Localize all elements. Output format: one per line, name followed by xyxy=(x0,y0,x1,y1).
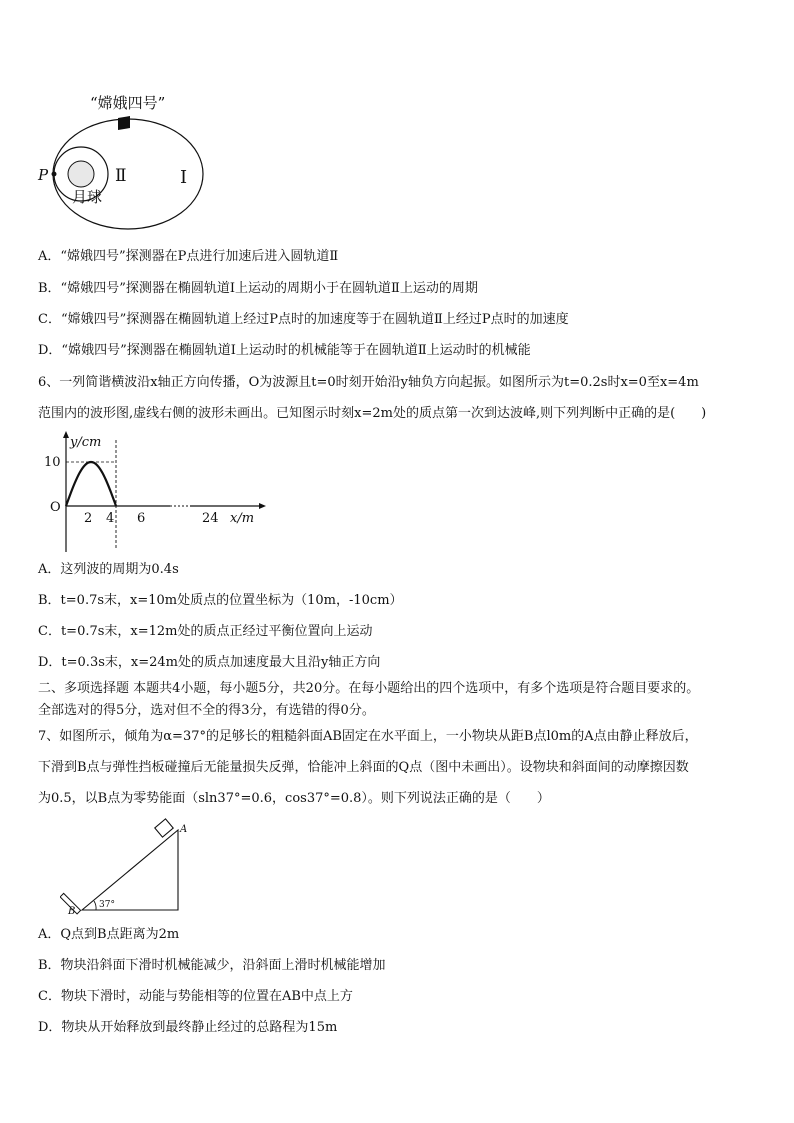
q6-option-d: D．t=0.3s末，x=24m处的质点加速度最大且沿y轴正方向 xyxy=(38,655,381,670)
q5-option-c: C．“嫦娥四号”探测器在椭圆轨道上经过P点时的加速度等于在圆轨道Ⅱ上经过P点时的加速度 xyxy=(38,312,569,327)
label-orbit-2: Ⅱ xyxy=(115,166,127,186)
y-axis-label: y/cm xyxy=(70,435,102,450)
section2-line1: 二、多项选择题 本题共4小题，每小题5分，共20分。在每小题给出的四个选项中，有多个选项是符合题目要求的。 xyxy=(38,681,700,696)
x-axis-arrow xyxy=(259,503,266,509)
q5-option-b: B．“嫦娥四号”探测器在椭圆轨道Ⅰ上运动的周期小于在圆轨道Ⅱ上运动的周期 xyxy=(38,281,478,296)
y-tick-10: 10 xyxy=(44,455,61,470)
probe-icon xyxy=(118,116,130,130)
x-axis-label: x/m xyxy=(230,511,255,526)
q7-stem-line1: 7、如图所示，倾角为α=37°的足够长的粗糙斜面AB固定在水平面上，一小物块从距B点l0m的A点由静止释放后， xyxy=(38,729,698,744)
orbit-diagram xyxy=(30,88,220,238)
moon-shape xyxy=(68,161,94,187)
q5-option-a: A．“嫦娥四号”探测器在P点进行加速后进入圆轨道Ⅱ xyxy=(38,249,339,264)
label-moon: 月球 xyxy=(72,188,103,206)
label-p: P xyxy=(38,166,49,184)
q6-option-a: A．这列波的周期为0.4s xyxy=(38,562,179,577)
q6-option-b: B．t=0.7s末，x=10m处质点的位置坐标为（10m，-10cm） xyxy=(38,593,403,608)
origin-label: O xyxy=(50,500,61,515)
angle-arc xyxy=(94,901,96,910)
q7-stem-line3: 为0.5，以B点为零势能面（sln37°=0.6，cos37°=0.8）。则下列说法正确的是（ ） xyxy=(38,791,550,806)
q6-stem-line2: 范围内的波形图,虚线右侧的波形未画出。已知图示时刻x=2m处的质点第一次到达波峰,则下列判断中正确的是( ) xyxy=(38,406,707,421)
q6-option-c: C．t=0.7s末，x=12m处的质点正经过平衡位置向上运动 xyxy=(38,624,373,639)
q7-option-c: C．物块下滑时，动能与势能相等的位置在AB中点上方 xyxy=(38,989,353,1004)
x-tick-2: 2 xyxy=(84,511,93,526)
q7-option-a: A．Q点到B点距离为2m xyxy=(38,927,180,942)
wave-graph xyxy=(40,428,270,556)
section2-line2: 全部选对的得5分，选对但不全的得3分，有选错的得0分。 xyxy=(38,703,375,718)
q7-option-b: B．物块沿斜面下滑时机械能减少，沿斜面上滑时机械能增加 xyxy=(38,958,386,973)
probe-title: “嫦娥四号” xyxy=(90,94,166,112)
x-tick-4: 4 xyxy=(106,511,115,526)
q7-stem-line2: 下滑到B点与弹性挡板碰撞后无能量损失反弹，恰能冲上斜面的Q点（图中未画出）。设物块和斜面间的动摩擦因数 xyxy=(38,760,689,775)
block-shape xyxy=(155,819,173,837)
incline-diagram xyxy=(60,818,200,916)
label-a: A xyxy=(180,824,188,835)
q5-option-d: D．“嫦娥四号”探测器在椭圆轨道Ⅰ上运动时的机械能等于在圆轨道Ⅱ上运动时的机械能 xyxy=(38,343,531,358)
label-orbit-1: Ⅰ xyxy=(180,167,188,188)
y-axis-arrow xyxy=(63,431,69,438)
x-tick-6: 6 xyxy=(137,511,146,526)
angle-label: 37° xyxy=(99,900,115,910)
point-p-dot xyxy=(52,172,57,177)
label-b: B xyxy=(68,906,76,916)
q6-stem-line1: 6、一列简谐横波沿x轴正方向传播，O为波源且t=0时刻开始沿y轴负方向起振。如图所示为t=0.2s时x=0至x=4m xyxy=(38,375,699,390)
wave-curve xyxy=(66,462,116,506)
incline-triangle xyxy=(82,830,178,910)
x-tick-24: 24 xyxy=(202,511,219,526)
q7-option-d: D．物块从开始释放到最终静止经过的总路程为15m xyxy=(38,1020,338,1035)
